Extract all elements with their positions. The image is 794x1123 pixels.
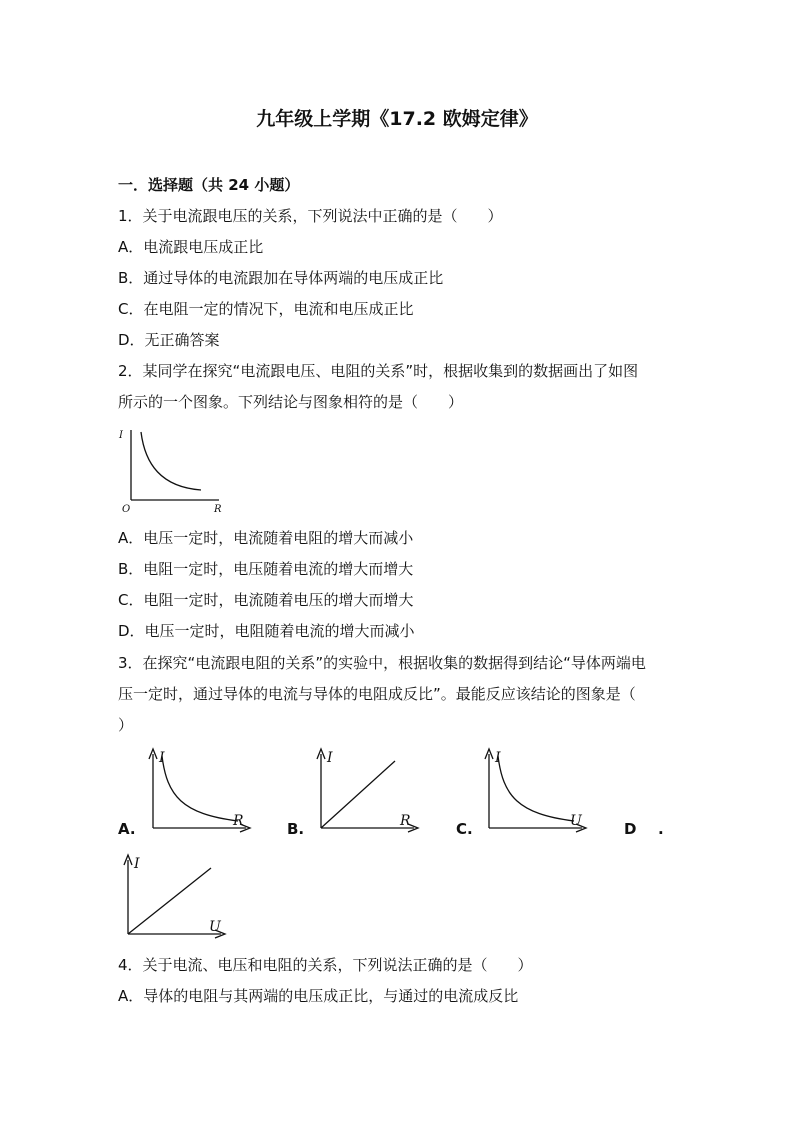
q2-stem-line1: 2．某同学在探究“电流跟电压、电阻的关系”时，根据收集到的数据画出了如图 <box>118 362 639 380</box>
q3-stem-line2: 压一定时，通过导体的电流与导体的电阻成反比”。最能反应该结论的图象是（ <box>118 685 636 703</box>
q4-option-a: A．导体的电阻与其两端的电压成正比，与通过的电流成反比 <box>118 987 519 1005</box>
origin-label: O <box>122 504 131 515</box>
q1-option-a: A．电流跟电压成正比 <box>118 238 264 256</box>
proportional-line <box>128 868 211 934</box>
q3-choice-d-graph <box>115 852 230 942</box>
q3-choice-d-label: D <box>624 820 637 838</box>
page-title: 九年级上学期《17.2 欧姆定律》 <box>256 108 538 130</box>
y-axis-label: I <box>134 856 140 872</box>
x-axis-label: U <box>570 813 582 829</box>
q1-option-c: C．在电阻一定的情况下，电流和电压成正比 <box>118 300 414 318</box>
y-axis-label: I <box>119 430 123 441</box>
q4-stem: 4．关于电流、电压和电阻的关系，下列说法正确的是（ ） <box>118 956 533 974</box>
inverse-curve <box>141 432 201 490</box>
y-axis-label: I <box>327 750 333 766</box>
q2-option-b: B．电阻一定时，电压随着电流的增大而增大 <box>118 560 414 578</box>
x-axis-label: R <box>214 504 222 515</box>
q3-choice-b-label: B. <box>287 820 305 838</box>
q3-stem-line1: 3．在探究“电流跟电阻的关系”的实验中，根据收集的数据得到结论“导体两端电 <box>118 654 646 672</box>
q3-choice-a-label: A. <box>118 820 136 838</box>
x-axis-label: R <box>233 813 244 829</box>
q3-choice-c-label: C. <box>456 820 473 838</box>
inverse-curve <box>162 756 238 821</box>
q2-option-a: A．电压一定时，电流随着电阻的增大而减小 <box>118 529 414 547</box>
q2-option-d: D．电压一定时，电阻随着电流的增大而减小 <box>118 622 415 640</box>
q3-choice-d-dot: . <box>658 820 664 838</box>
section-heading: 一．选择题（共 24 小题） <box>118 176 300 194</box>
q2-option-c: C．电阻一定时，电流随着电压的增大而增大 <box>118 591 414 609</box>
q1-option-d: D．无正确答案 <box>118 331 220 349</box>
y-axis-label: I <box>495 750 501 766</box>
q3-choice-a-graph <box>140 746 255 836</box>
x-axis-label: U <box>209 919 221 935</box>
inverse-curve <box>498 756 574 821</box>
q3-stem-line3: ） <box>118 716 134 734</box>
q2-graph <box>115 424 230 516</box>
q3-choice-c-graph <box>476 746 591 836</box>
x-axis-label: R <box>400 813 411 829</box>
proportional-line <box>321 761 395 828</box>
q1-option-b: B．通过导体的电流跟加在导体两端的电压成正比 <box>118 269 444 287</box>
y-axis-label: I <box>159 750 165 766</box>
q3-choice-b-graph <box>308 746 423 836</box>
q2-stem-line2: 所示的一个图象。下列结论与图象相符的是（ ） <box>118 393 464 411</box>
q1-stem: 1．关于电流跟电压的关系，下列说法中正确的是（ ） <box>118 207 503 225</box>
